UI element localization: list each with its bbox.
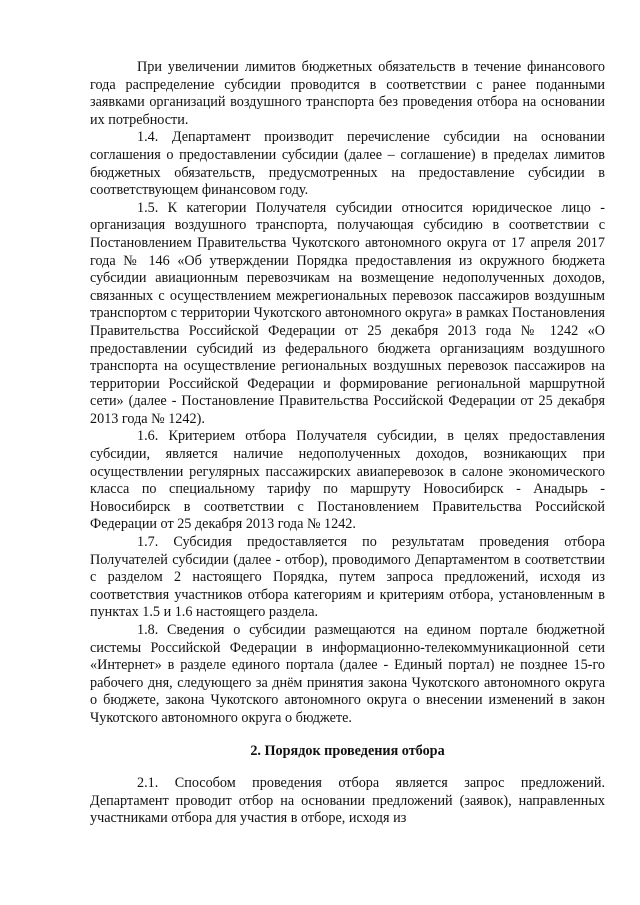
- paragraph-1-6: 1.6. Критерием отбора Получателя субсидии, в целях предоставления субсидии, является наличие недополученных доходов, возникающих при осуществлении регулярных пассажирских авиаперевозок в салоне экономического класса по специальному тарифу по маршруту Новосибирск - Анадырь - Новосибирск в соответствии с Постановлением Правительства Российской Федерации от 25 декабря 2013 года № 1242.: [90, 428, 605, 533]
- paragraph-2-1: 2.1. Способом проведения отбора является запрос предложений. Департамент проводит отбор на основании предложений (заявок), направленных участниками отбора для участия в отборе, исходя из: [90, 775, 605, 827]
- section-heading: 2. Порядок проведения отбора: [250, 742, 445, 759]
- paragraph-limits-increase: При увеличении лимитов бюджетных обязательств в течение финансового года распределение субсидии проводится в соответствии с ранее поданными заявками организаций воздушного транспорта без проведения отбора на основании их потребности.: [90, 59, 605, 128]
- paragraph-1-7: 1.7. Субсидия предоставляется по результатам проведения отбора Получателей субсидии (далее - отбор), проводимого Департаментом в соответствии с разделом 2 настоящего Порядка, путем запроса предложений, исходя из соответствия участников отбора категориям и критериям отбора, установленным в пунктах 1.5 и 1.6 настоящего раздела.: [90, 534, 605, 621]
- paragraph-1-5: 1.5. К категории Получателя субсидии относится юридическое лицо - организация воздушного транспорта, получающая субсидию в соответствии с Постановлением Правительства Чукотского автономного округа от 17 апреля 2017 года № 146 «Об утверждении Порядка предоставления из окружного бюджета субсидии авиационным перевозчикам на возмещение недополученных доходов, связанных с осуществлением межрегиональных перевозок пассажиров воздушным транспортом с территории Чукотского автономного округа» в рамках Постановления Правительства Российской Федерации от 25 декабря 2013 года № 1242 «О предоставлении субсидий из федерального бюджета организациям воздушного транспорта на осуществление региональных воздушных перевозок пассажиров на территории Российской Федерации и формирование региональной маршрутной сети» (далее - Постановление Правительства Российской Федерации от 25 декабря 2013 года № 1242).: [90, 199, 605, 427]
- paragraph-1-8: 1.8. Сведения о субсидии размещаются на едином портале бюджетной системы Российской Федерации в информационно-телекоммуникационной сети «Интернет» в разделе единого портала (далее - Единый портал) не позднее 15-го рабочего дня, следующего за днём принятия закона Чукотского автономного округа о бюджете, закона Чукотского автономного округа о внесении изменений в закон Чукотского автономного округа о бюджете.: [90, 622, 605, 726]
- document-body: [90, 59, 605, 828]
- paragraph-1-4: 1.4. Департамент производит перечисление субсидии на основании соглашения о предоставлении субсидии (далее – соглашение) в пределах лимитов бюджетных обязательств, предусмотренных на предоставление субсидии в соответствующем финансовом году.: [90, 129, 605, 199]
